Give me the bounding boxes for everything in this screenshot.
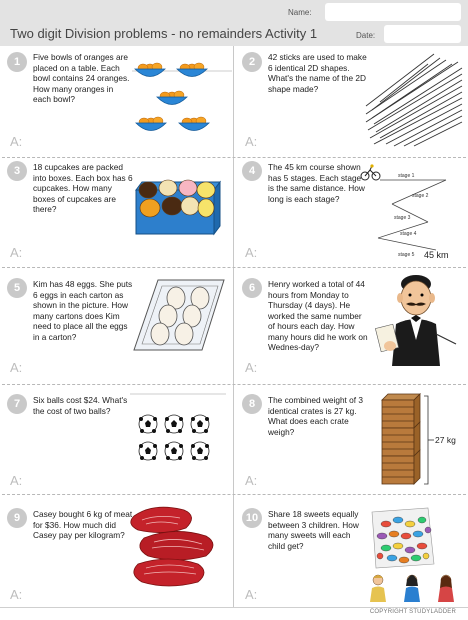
egg-carton-image [128,276,228,356]
answer-label: A: [245,587,258,602]
stage-5-label: stage 5 [398,252,415,258]
question-text: 42 sticks are used to make 6 identical 2D shapes. What's the name of the 2D shape made? [268,52,367,94]
row-divider [2,494,466,495]
name-label: Name: [288,8,312,17]
answer-label: A: [245,245,258,260]
stage-2-label: stage 2 [412,193,429,199]
answer-label: A: [245,134,258,149]
answer-label: A: [10,473,23,488]
date-label: Date: [356,31,376,40]
question-text: Kim has 48 eggs. She puts 6 eggs in each carton as shown in the picture. How many cartons does Kim need to place all the eggs in a carton? [33,279,133,342]
answer-label: A: [10,245,23,260]
answer-label: A: [10,587,23,602]
question-text: The combined weight of 3 identical crates is 27 kg. What does each crate weigh? [268,395,364,437]
sticks-image [364,52,464,148]
question-number: 1 [7,52,27,72]
question-number: 4 [242,161,262,181]
row-divider [2,384,466,385]
question-number: 9 [7,508,27,528]
row-divider [2,157,466,158]
date-field[interactable] [384,25,461,43]
question-text: Six balls cost $24. What's the cost of two balls? [33,395,128,416]
child-figures [370,575,454,602]
meat-image [124,502,228,588]
question-number: 7 [7,394,27,414]
stage-1-label: stage 1 [398,173,415,179]
answer-label: A: [10,360,23,375]
stage-3-label: stage 3 [394,215,411,221]
question-text: 18 cupcakes are packed into boxes. Each box has 6 cupcakes. How many boxes of cupcakes are there? [33,162,133,214]
name-field[interactable] [325,3,461,21]
question-text: Henry worked a total of 44 hours from Monday to Thursday (4 days). He worked the same number of hours each day. How many hours did he work on Wednes-day? [268,279,368,352]
stacked-crates-image [368,390,464,486]
footer-line [0,607,468,608]
bowls-of-oranges-image [132,56,232,138]
question-text: The 45 km course shown has 5 stages. Each stage is the same distance. How long is each stage? [268,162,365,204]
question-text: Five bowls of oranges are placed on a table. Each bowl contains 24 oranges. How many oranges in each bowl? [33,52,130,104]
answer-label: A: [10,134,23,149]
worksheet-header [0,0,468,46]
soccer-balls-image [128,388,228,468]
answer-label: A: [245,360,258,375]
crate-weight-label: 27 kg [435,435,456,445]
copyright-text: COPYRIGHT STUDYLADDER [369,609,456,615]
cyclist-icon [361,164,380,180]
stage-4-label: stage 4 [400,231,417,237]
cupcake-box-image [132,176,224,236]
question-number: 8 [242,394,262,414]
column-divider [233,46,234,608]
question-text: Casey bought 6 kg of meat for $36. How much did Casey pay per kilogram? [33,509,133,540]
course-diagram [360,164,464,260]
question-number: 10 [242,508,262,528]
course-total-label: 45 km [424,250,449,260]
question-number: 3 [7,161,27,181]
worksheet-title: Two digit Division problems - no remainders Activity 1 [10,26,318,41]
question-number: 6 [242,278,262,298]
row-divider [2,267,466,268]
question-number: 5 [7,278,27,298]
answer-label: A: [245,473,258,488]
waiter-image [370,274,464,370]
sweets-and-children-image [364,506,464,604]
question-text: Share 18 sweets equally between 3 children. How many sweets will each child get? [268,509,359,551]
question-number: 2 [242,52,262,72]
